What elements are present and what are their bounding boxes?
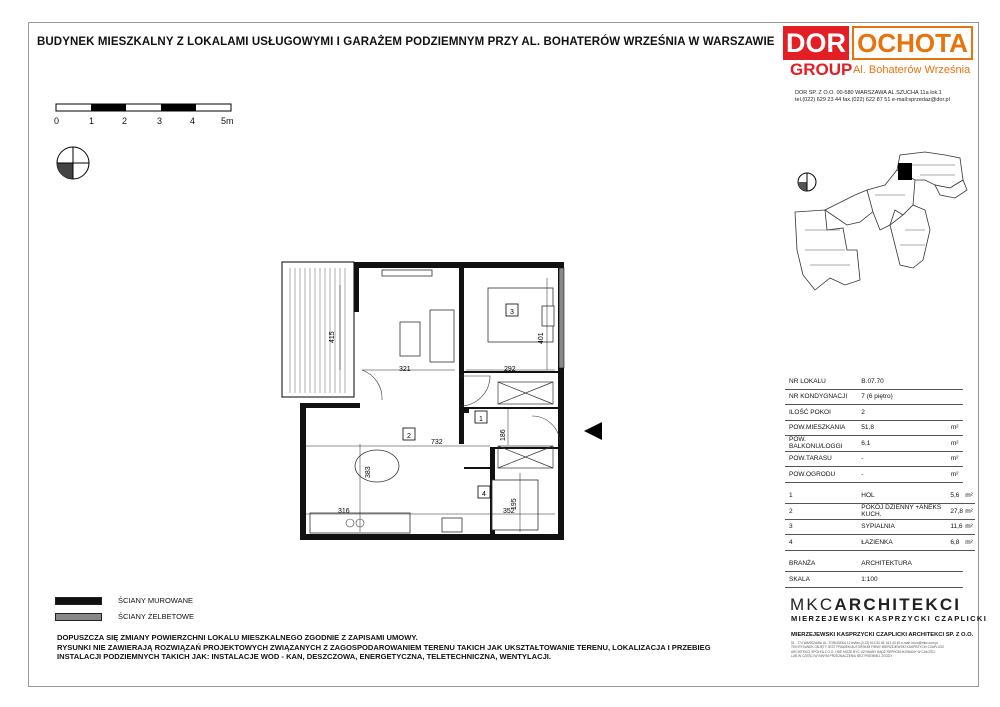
balcony: [282, 262, 354, 397]
room-no: 3: [785, 519, 857, 535]
architect-subtitle: MIERZEJEWSKI KASPRZYCKI CZAPLICKI: [791, 614, 988, 623]
room-area: 6,8: [946, 535, 963, 551]
footer-label: SKALA: [785, 572, 857, 588]
architect-logo-b: ARCHITEKCI: [834, 595, 962, 614]
legend-masonry-swatch: [55, 597, 102, 605]
info-row: [785, 451, 975, 467]
dim-label: 401: [538, 332, 545, 344]
room-number: 1: [479, 416, 483, 423]
info-row: [785, 467, 975, 483]
footer-row: [785, 557, 975, 572]
room-area: 5,6: [946, 489, 963, 504]
note-line: DOPUSZCZA SIĘ ZMIANY POWIERZCHNI LOKALU MIESZKALNEGO ZGODNIE Z ZAPISAMI UMOWY.: [57, 633, 418, 642]
logo-group: GROUP: [790, 60, 853, 79]
compass-icon: [55, 145, 95, 185]
info-unit: m²: [946, 467, 963, 483]
room-row: [785, 504, 975, 520]
legend-concrete-label: ŚCIANY ŻELBETOWE: [118, 612, 194, 621]
legend-masonry-label: ŚCIANY MUROWANE: [118, 596, 194, 605]
info-unit: [946, 374, 963, 389]
architect-logo: [790, 595, 961, 615]
info-row: [785, 436, 975, 452]
dim-label: 195: [511, 498, 518, 510]
company-line2: tel.(022) 629 23 44 fax.(022) 622 87 51 e-mail:sprzedaz@dor.pl: [795, 97, 950, 103]
scale-label: 2: [122, 116, 128, 126]
room-name: SYPIALNIA: [857, 519, 946, 535]
room-row: [785, 519, 975, 535]
dim-label: 316: [338, 508, 350, 515]
info-row: [785, 389, 975, 405]
info-unit: m²: [946, 436, 963, 452]
room-no: 1: [785, 489, 857, 504]
company-info: [795, 90, 950, 104]
info-value: 51,8: [857, 420, 946, 436]
logo-ochota: OCHOTA: [852, 26, 973, 60]
info-unit: m²: [946, 451, 963, 467]
info-value: B.07.70: [857, 374, 946, 389]
info-row: [785, 374, 975, 389]
info-unit: m²: [946, 420, 963, 436]
smallprint-line: LUB W CZĘŚCI W INNYM PRZEZNACZENIU BEZ PISEMNEJ ZGODY: [791, 654, 893, 659]
dim-label: 292: [504, 366, 516, 373]
footer-label: BRANŻA: [785, 557, 857, 572]
info-value: 2: [857, 405, 946, 421]
room-unit: m²: [963, 504, 975, 520]
note-line: INSTALACJI PODZIEMNYCH TAKICH JAK: INSTALACJE WOD - KAN, DESZCZOWA, ENERGETYCZNA, TELETECHNICZNA, WENTYLACJI.: [57, 652, 552, 661]
info-value: -: [857, 451, 946, 467]
smallprint-line: 01 - 774 WARSZAWA UL. TORUŃSKA 12 tel/fax (0-22) 613 44 45, 613 40 40 e-mail: biuro@mkc.com.pl: [791, 641, 938, 645]
info-label: POW. BALKONU/LOGGI: [785, 436, 857, 452]
info-label: POW.TARASU: [785, 451, 857, 467]
room-name: POKÓJ DZIENNY +ANEKS KUCH.: [857, 504, 946, 520]
smallprint-line: TEN RYSUNEK OBJĘTY JEST PRAWEM AUTORSKIM FIRMY MIERZEJEWSKI KASPRZYCKI CZAPLICKI: [791, 645, 945, 650]
info-label: ILOŚĆ POKOI: [785, 405, 857, 421]
info-label: NR KONDYGNACJI: [785, 389, 857, 405]
smallprint-line: ARCHITEKCI SPÓŁKA Z O.O. I NIE MOŻE BYĆ UŻYWANY BĄDŹ REPRODUKOWANY W CAŁOŚCI: [791, 649, 936, 654]
info-label: POW.OGRODU: [785, 467, 857, 483]
info-row: [785, 405, 975, 421]
room-area: 11,6: [946, 519, 963, 535]
architect-logo-a: MKC: [790, 595, 835, 614]
info-unit: [946, 405, 963, 421]
footer-value: ARCHITEKTURA: [857, 557, 963, 572]
architect-company: MIERZEJEWSKI KASPRZYCKI CZAPLICKI ARCHITEKCI SP. Z O.O.: [791, 632, 974, 638]
dim-label: 321: [399, 366, 411, 373]
room-number: 4: [482, 491, 486, 498]
dim-label: 415: [329, 331, 336, 343]
room-unit: m²: [963, 489, 975, 504]
floor-plan: [270, 248, 590, 548]
info-row: [785, 420, 975, 436]
dim-label: 383: [365, 466, 372, 478]
room-unit: m²: [963, 535, 975, 551]
info-table: [785, 374, 975, 588]
dim-label: 732: [431, 439, 443, 446]
notes: [57, 633, 711, 662]
scale-label: 4: [190, 116, 196, 126]
entrance-arrow-icon: [582, 420, 606, 444]
room-unit: m²: [963, 519, 975, 535]
logo-street: Al. Bohaterów Września: [853, 64, 971, 76]
info-value: 7 (6 piętro): [857, 389, 946, 405]
key-plan: [785, 150, 975, 300]
room-area: 27,8: [946, 504, 963, 520]
room-number: 3: [510, 309, 514, 316]
scale-label: 5m: [221, 116, 234, 126]
architect-smallprint: [791, 641, 944, 659]
info-value: -: [857, 467, 946, 483]
room-name: HOL: [857, 489, 946, 504]
logo-dor: DOR: [783, 26, 849, 60]
note-line: RYSUNKI NIE ZAWIERAJĄ ROZWIĄZAŃ PROJEKTOWYCH ZWIĄZANYCH Z ZAGOSPODAROWANIEM TERENU TAKICH JAK UKSZTAŁTOWANIE TERENU, LOKALIZACJA I PRZEBIEG: [57, 642, 711, 652]
legend-concrete-swatch: [55, 613, 102, 621]
info-label: NR LOKALU: [785, 374, 857, 389]
room-number: 2: [407, 433, 411, 440]
scale-label: 1: [89, 116, 95, 126]
info-value: 6,1: [857, 436, 946, 452]
scale-label: 0: [54, 116, 60, 126]
dim-label: 352: [503, 508, 515, 515]
footer-value: 1:100: [857, 572, 963, 588]
room-row: [785, 535, 975, 551]
scale-bar: [50, 100, 250, 116]
scale-label: 3: [157, 116, 163, 126]
room-row: [785, 489, 975, 504]
page-title: BUDYNEK MIESZKALNY Z LOKALAMI USŁUGOWYMI I GARAŻEM PODZIEMNYM PRZY AL. BOHATERÓW WRZEŚNIA W WARSZAWIE: [37, 36, 775, 48]
info-label: POW.MIESZKANIA: [785, 420, 857, 436]
room-name: ŁAZIENKA: [857, 535, 946, 551]
room-no: 4: [785, 535, 857, 551]
company-line1: DOR SP. Z O.O. 00-580 WARSZAWA AL.SZUCHA 11a lok.1: [795, 90, 942, 96]
dim-label: 186: [500, 429, 507, 441]
footer-row: [785, 572, 975, 588]
info-unit: [946, 389, 963, 405]
room-no: 2: [785, 504, 857, 520]
